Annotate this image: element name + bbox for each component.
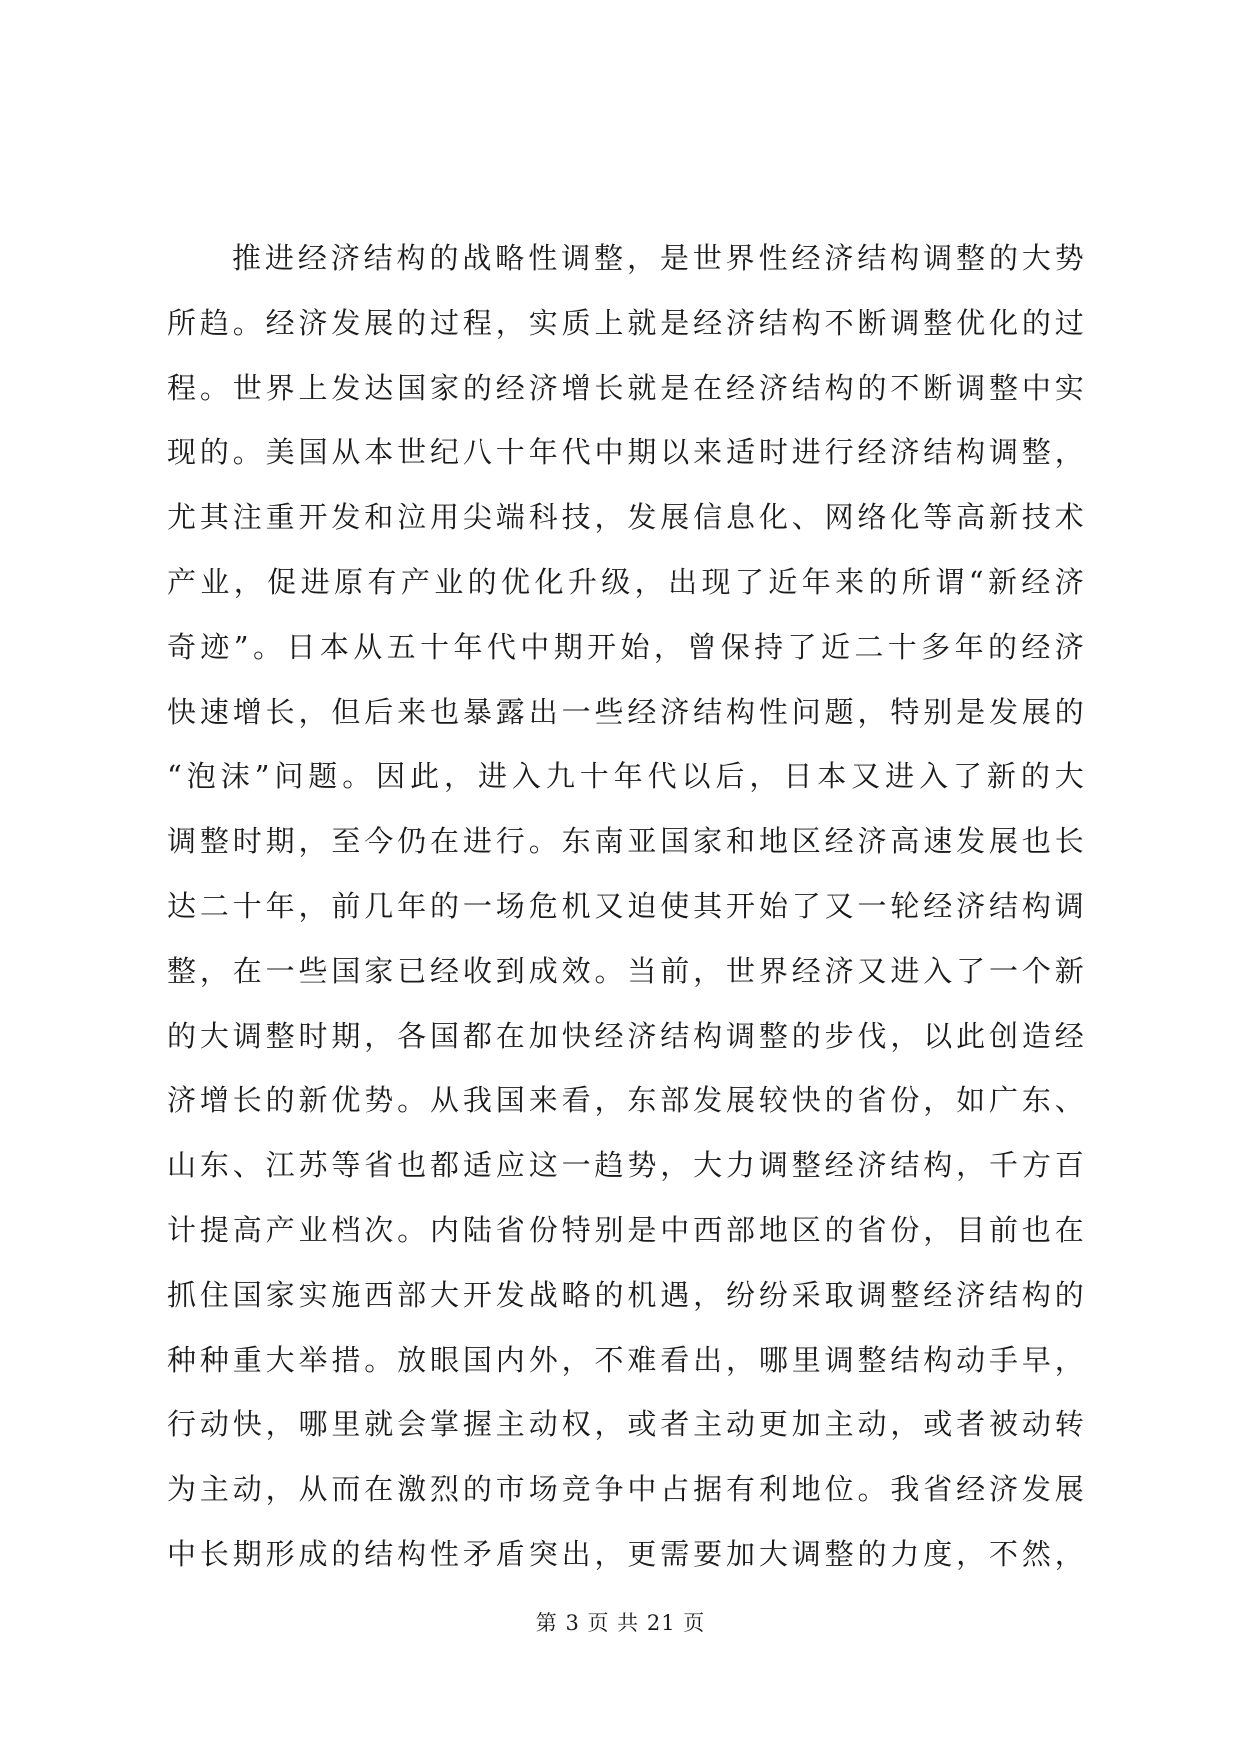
text-line: 调整时期，至今仍在进行。东南亚国家和地区经济高速发展也长 [167,824,1087,859]
text-line: 行动快，哪里就会掌握主动权，或者主动更加主动，或者被动转 [167,1407,1087,1442]
text-line: 奇迹”。日本从五十年代中期开始，曾保持了近二十多年的经济 [167,629,1087,664]
text-line: 所趋。经济发展的过程，实质上就是经济结构不断调整优化的过 [167,305,1087,340]
text-line: 种种重大举措。放眼国内外，不难看出，哪里调整结构动手早， [167,1342,1087,1377]
text-line: 尤其注重开发和泣用尖端科技，发展信息化、网络化等高新技术 [167,500,1087,535]
text-line: 计提高产业档次。内陆省份特别是中西部地区的省份，目前也在 [167,1212,1087,1247]
body-paragraph [167,226,1087,1587]
page-number-label: 第 3 页 共 21 页 [535,1611,706,1635]
text-line: “泡沫”问题。因此，进入九十年代以后，日本又进入了新的大 [167,759,1087,794]
page-footer [0,1607,1241,1637]
text-line: 快速增长，但后来也暴露出一些经济结构性问题，特别是发展的 [167,694,1087,729]
text-line: 的大调整时期，各国都在加快经济结构调整的步伐，以此创造经 [167,1018,1087,1053]
text-line: 达二十年，前几年的一场危机又迫使其开始了又一轮经济结构调 [167,888,1087,923]
text-line: 推进经济结构的战略性调整，是世界性经济结构调整的大势 [232,241,1087,275]
text-line: 抓住国家实施西部大开发战略的机遇，纷纷采取调整经济结构的 [167,1277,1087,1312]
text-line: 整，在一些国家已经收到成效。当前，世界经济又进入了一个新 [167,953,1087,988]
text-line: 山东、江苏等省也都适应这一趋势，大力调整经济结构，千方百 [167,1148,1087,1183]
text-line: 产业，促进原有产业的优化升级，出现了近年来的所谓“新经济 [167,564,1087,599]
text-line: 程。世界上发达国家的经济增长就是在经济结构的不断调整中实 [167,370,1087,405]
text-line: 中长期形成的结构性矛盾突出，更需要加大调整的力度，不然， [167,1536,1087,1571]
text-line: 济增长的新优势。从我国来看，东部发展较快的省份，如广东、 [167,1083,1087,1118]
text-line: 为主动，从而在激烈的市场竞争中占据有利地位。我省经济发展 [167,1472,1087,1507]
text-line: 现的。美国从本世纪八十年代中期以来适时进行经济结构调整， [167,435,1087,470]
